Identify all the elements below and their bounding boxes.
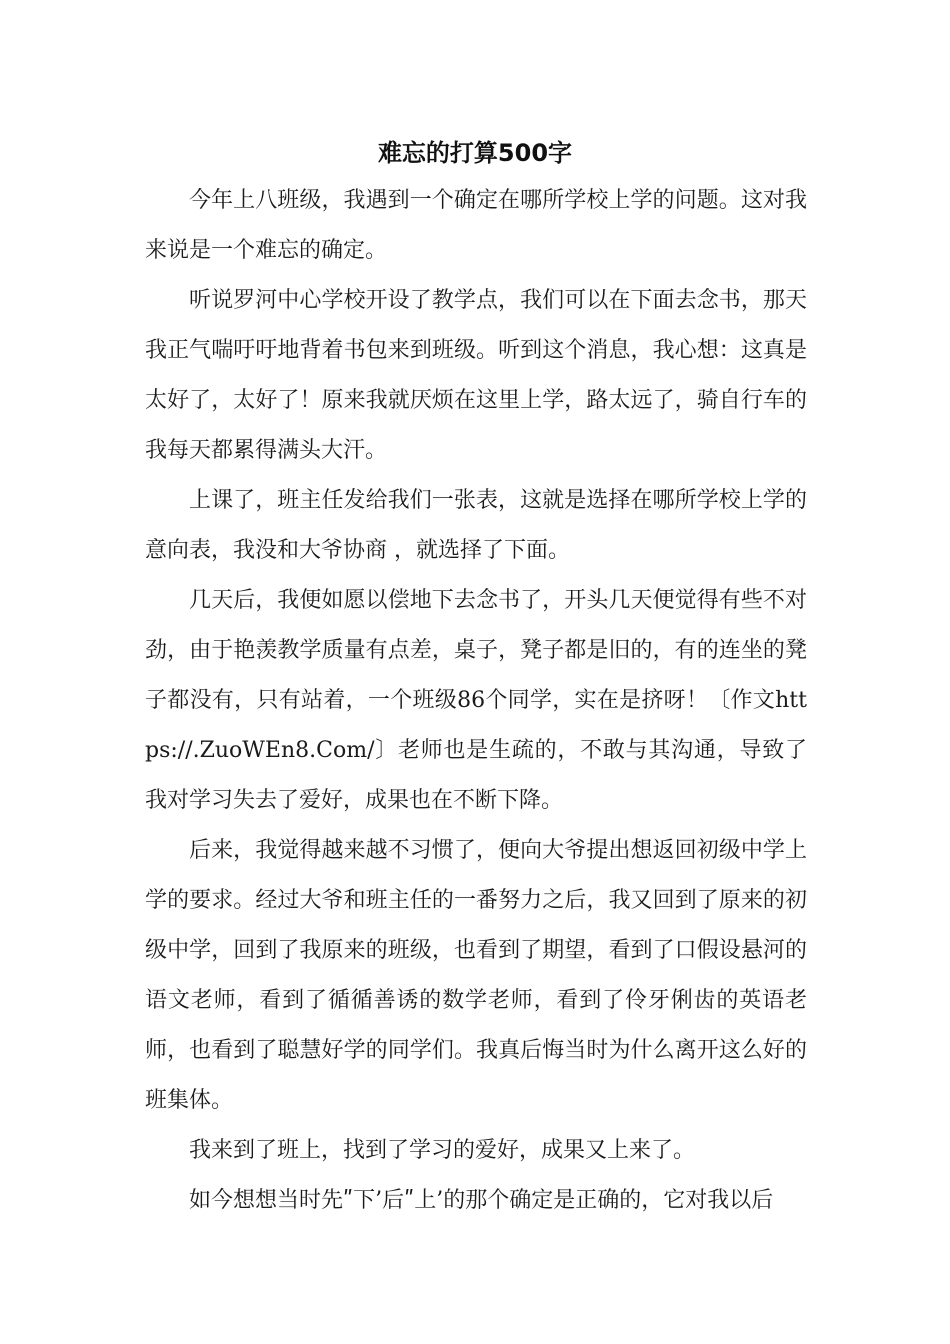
paragraph-2: 听说罗河中心学校开设了教学点，我们可以在下面去念书，那天我正气喘吁吁地背着书包来到班级。听到这个消息，我心想：这真是太好了，太好了！原来我就厌烦在这里上学，路太远了，骑自行车的我每天都累得满头大汗。 [145,288,807,463]
paragraph-4: 几天后，我便如愿以偿地下去念书了，开头几天便觉得有些不对劲，由于艳羡教学质量有点差，桌子，凳子都是旧的，有的连坐的凳子都没有，只有站着，一个班级86个同学，实在是挤呀！〔作文https://.ZuoWEn8.Com/〕老师也是生疏的，不敢与其沟通，导致了我对学习失去了爱好，成果也在不断下降。 [145,588,807,813]
paragraph-7: 如今想想当时先ʺ下’后ʺ上’的那个确定是正确的，它对我以后 [189,1188,774,1213]
document-body [145,176,807,1226]
paragraph-3: 上课了，班主任发给我们一张表，这就是选择在哪所学校上学的意向表，我没和大爷协商 ，就选择了下面。 [145,488,807,563]
paragraph-5: 后来，我觉得越来越不习惯了，便向大爷提出想返回初级中学上学的要求。经过大爷和班主任的一番努力之后，我又回到了原来的初级中学，回到了我原来的班级，也看到了期望，看到了口假设悬河的语文老师，看到了循循善诱的数学老师，看到了伶牙俐齿的英语老师，也看到了聪慧好学的同学们。我真后悔当时为什么离开这么好的班集体。 [145,838,807,1113]
document-title: 难忘的打算500字 [377,139,573,167]
paragraph-1: 今年上八班级，我遇到一个确定在哪所学校上学的问题。这对我来说是一个难忘的确定。 [145,188,807,263]
paragraph-6: 我来到了班上，找到了学习的爱好，成果又上来了。 [189,1138,696,1163]
